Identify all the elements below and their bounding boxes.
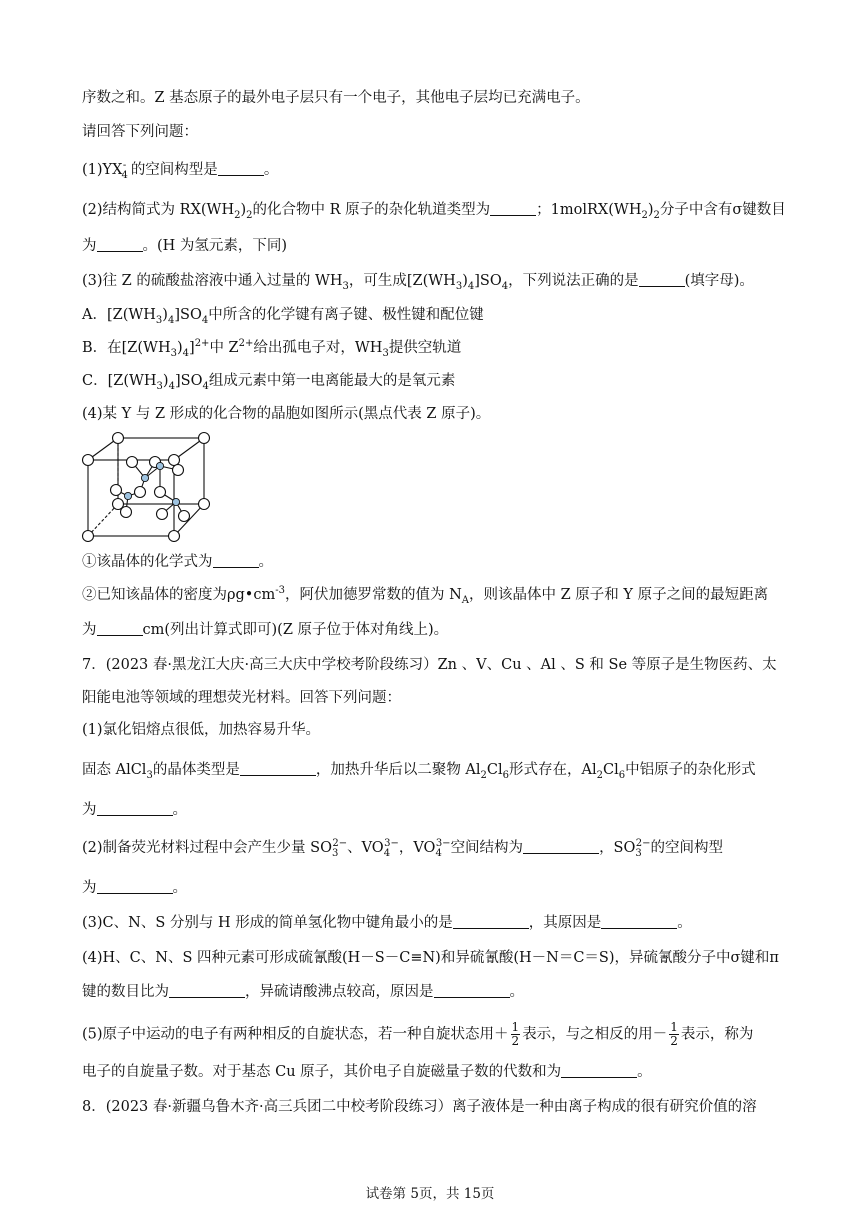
question-4-ii-cont: 为 cm(列出计算式即可)(Z 原子位于体对角线上)。: [82, 622, 449, 638]
fraction-half: $\frac{1}{2}$: [670, 1020, 678, 1048]
answer-blank[interactable]: [434, 983, 510, 998]
option-b: B．在$[Z(WH_3)_4]^{2+}$中 $Z^{2+}$给出孤电子对，$WH_3$提供空轨道: [82, 338, 462, 359]
question-4: (4)某 Y 与 Z 形成的化合物的晶胞如图所示(黑点代表 Z 原子)。: [82, 406, 491, 422]
text-line: 请回答下列问题：: [82, 124, 198, 140]
answer-blank[interactable]: [523, 839, 599, 854]
question-4-i: ①该晶体的化学式为 。: [82, 554, 273, 570]
answer-blank[interactable]: [453, 914, 529, 929]
question-2: (2)结构简式为 $RX(WH_2)_2$的化合物中 R 原子的杂化轨道类型为 ；$1molRX(WH_2)_2$分子中含有σ键数目: [82, 202, 786, 221]
question-3: (3)往 Z 的硫酸盐溶液中通入过量的 $WH_3$，可生成$[Z(WH_3)_4]SO_4$，下列说法正确的是 (填字母)。: [82, 273, 754, 292]
p7-question-1: (1)氯化铝熔点很低，加热容易升华。: [82, 722, 321, 738]
p7-question-4-cont: 键的数目比为 ，异硫请酸沸点较高，原因是 。: [82, 984, 524, 1000]
p7-question-5-cont: 电子的自旋量子数。对于基态 Cu 原子，其价电子自旋磁量子数的代数和为 。: [82, 1064, 652, 1080]
option-c: C．$[Z(WH_3)_4]SO_4$组成元素中第一电离能最大的是氧元素: [82, 373, 456, 392]
problem-7-heading-cont: 阳能电池等领域的理想荧光材料。回答下列问题：: [82, 690, 401, 706]
fraction-half: $\frac{1}{2}$: [511, 1020, 520, 1048]
p7-question-2-cont: 为 。: [82, 880, 187, 896]
page-footer: 试卷第 5页，共 15页: [365, 1186, 495, 1202]
answer-blank[interactable]: [97, 879, 173, 894]
answer-blank[interactable]: [240, 761, 316, 776]
answer-blank[interactable]: [97, 621, 143, 636]
problem-8-heading: 8．(2023 春·新疆乌鲁木齐·高三兵团二中校考阶段练习）离子液体是一种由离子构成的很有研究价值的溶: [82, 1099, 757, 1115]
answer-blank[interactable]: [561, 1063, 637, 1078]
answer-blank[interactable]: [97, 237, 143, 252]
answer-blank[interactable]: [490, 201, 536, 216]
text-line: 序数之和。Z 基态原子的最外电子层只有一个电子，其他电子层均已充满电子。: [82, 90, 590, 106]
answer-blank[interactable]: [601, 914, 677, 929]
problem-7-heading: 7．(2023 春·黑龙江大庆·高三大庆中学校考阶段练习）Zn 、V、Cu 、Al 、S 和 Se 等原子是生物医药、太: [82, 657, 777, 673]
p7-question-5: (5)原子中运动的电子有两种相反的自旋状态，若一种自旋状态用＋ $\frac{1}{2}$ 表示，与之相反的用－ $\frac{1}{2}$ 表示，称为: [82, 1020, 754, 1048]
p7-question-1-cont: 为 。: [82, 802, 187, 818]
question-1: $(1)YX_4^-$ 的空间构型是 。: [82, 160, 279, 181]
p7-question-4: (4)H、C、N、S 四种元素可形成硫氰酸(H－S－C≡N)和异硫氰酸(H－N＝C＝S)，异硫氰酸分子中σ键和π: [82, 950, 779, 966]
option-a: A．$[Z(WH_3)_4]SO_4$中所含的化学键有离子键、极性键和配位键: [82, 307, 484, 326]
answer-blank[interactable]: [218, 161, 264, 176]
answer-blank[interactable]: [169, 983, 245, 998]
p7-question-2: (2)制备荧光材料过程中会产生少量 $SO_3^{2-}$、$VO_4^{3-}$，$VO_4^{3-}$空间结构为 ，$SO_3^{2-}$的空间构型: [82, 838, 724, 859]
answer-blank[interactable]: [213, 553, 259, 568]
question-2-cont: 为 。(H 为氢元素，下同): [82, 238, 288, 254]
p7-question-1-line: 固态 AlCl$_3$的晶体类型是 ，加热升华后以二聚物 $Al_2Cl_6$形式存在，$Al_2Cl_6$中铝原子的杂化形式: [82, 762, 756, 781]
crystal-cell-diagram: [80, 430, 210, 542]
answer-blank[interactable]: [97, 801, 173, 816]
p7-question-3: (3)C、N、S 分别与 H 形成的简单氢化物中键角最小的是 ，其原因是 。: [82, 915, 692, 931]
question-4-ii: ②已知该晶体的密度为$\rho g•cm^{-3}$，阿伏加德罗常数的值为 $N_A$，则该晶体中 Z 原子和 Y 原子之间的最短距离: [82, 585, 769, 606]
answer-blank[interactable]: [639, 272, 685, 287]
